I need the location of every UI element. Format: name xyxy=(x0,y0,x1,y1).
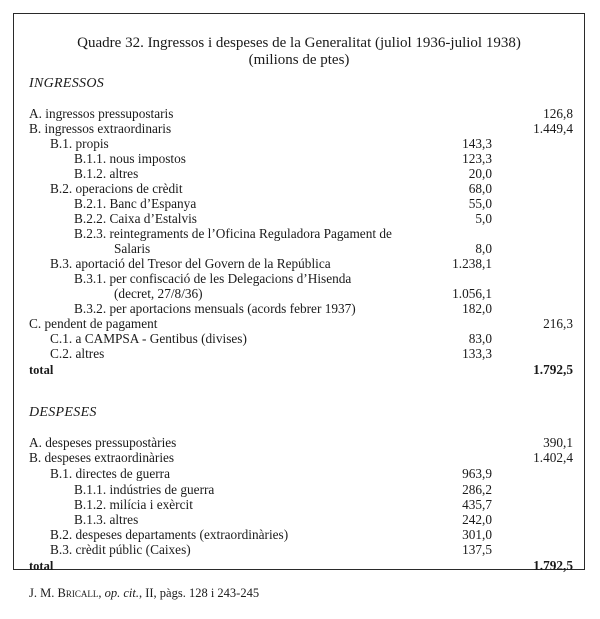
table-row xyxy=(0,226,600,242)
source-pages: , II, pàgs. 128 i 243-245 xyxy=(138,586,260,600)
table-row xyxy=(0,151,600,167)
table-row xyxy=(0,331,600,347)
row-subtotal-value: 68,0 xyxy=(468,181,492,196)
row-subtotal-value: 1.238,1 xyxy=(452,256,492,271)
row-label: B.1.1. nous impostos xyxy=(74,151,186,166)
row-label: B.3. aportació del Tresor del Govern de la República xyxy=(50,256,331,271)
row-label: B.1. directes de guerra xyxy=(50,466,170,481)
row-label: B.2.1. Banc d’Espanya xyxy=(74,196,197,211)
table-row xyxy=(0,211,600,227)
total-value: 1.792,5 xyxy=(533,558,573,573)
total-value: 1.792,5 xyxy=(533,362,573,377)
row-subtotal-value: 301,0 xyxy=(462,527,492,542)
row-subtotal-value: 143,3 xyxy=(462,136,492,151)
row-label: B.3.2. per aportacions mensuals (acords febrer 1937) xyxy=(74,301,356,316)
total-label: total xyxy=(29,363,54,377)
table-row xyxy=(0,286,600,302)
row-label: C.2. altres xyxy=(50,346,105,361)
table-row xyxy=(0,542,600,558)
table-row xyxy=(0,527,600,543)
row-subtotal-value: 963,9 xyxy=(462,466,492,481)
row-subtotal-value: 20,0 xyxy=(468,166,492,181)
table-row xyxy=(0,106,600,122)
row-label: B.1.1. indústries de guerra xyxy=(74,482,215,497)
table-row xyxy=(0,256,600,272)
row-label: B.3. crèdit públic (Caixes) xyxy=(50,542,191,557)
section-heading-despeses: DESPESES xyxy=(29,405,97,420)
row-label: B.2. despeses departaments (extraordinàries) xyxy=(50,527,289,542)
row-label: A. ingressos pressupostaris xyxy=(29,106,174,121)
table-row xyxy=(0,482,600,498)
row-subtotal-value: 8,0 xyxy=(475,241,492,256)
row-label: B.1.3. altres xyxy=(74,512,139,527)
row-label: (decret, 27/8/36) xyxy=(114,286,203,301)
total-label: total xyxy=(29,559,54,573)
row-label: A. despeses pressupostàries xyxy=(29,435,177,450)
table-row xyxy=(0,241,600,257)
table-row xyxy=(0,136,600,152)
row-total-value: 126,8 xyxy=(543,106,573,121)
row-label: B.1. propis xyxy=(50,136,109,151)
section-heading-ingressos: INGRESSOS xyxy=(29,76,105,91)
row-subtotal-value: 286,2 xyxy=(462,482,492,497)
source-citation: J. M. Bricall, op. cit., II, pàgs. 128 i 243-245 xyxy=(29,586,260,600)
row-total-value: 1.402,4 xyxy=(533,450,573,465)
table-row xyxy=(0,271,600,287)
row-label: C. pendent de pagament xyxy=(29,316,158,331)
row-label: C.1. a CAMPSA - Gentibus (divises) xyxy=(50,331,247,346)
row-label: B.2. operacions de crèdit xyxy=(50,181,183,196)
table-row-total xyxy=(0,558,600,574)
table-row xyxy=(0,512,600,528)
table-row xyxy=(0,301,600,317)
table-row xyxy=(0,450,600,466)
table-row xyxy=(0,196,600,212)
table-row xyxy=(0,497,600,513)
row-subtotal-value: 123,3 xyxy=(462,151,492,166)
row-subtotal-value: 182,0 xyxy=(462,301,492,316)
row-total-value: 216,3 xyxy=(543,316,573,331)
row-label: B.3.1. per confiscació de les Delegacions d’Hisenda xyxy=(74,271,352,286)
row-label: B.1.2. altres xyxy=(74,166,139,181)
table-row xyxy=(0,316,600,332)
source-work: op. cit. xyxy=(104,586,139,600)
row-total-value: 390,1 xyxy=(543,435,573,450)
table-title: Quadre 32. Ingressos i despeses de la Generalitat (juliol 1936-juliol 1938) xyxy=(77,35,521,51)
row-subtotal-value: 1.056,1 xyxy=(452,286,492,301)
table-row xyxy=(0,121,600,137)
row-subtotal-value: 137,5 xyxy=(462,542,492,557)
row-subtotal-value: 435,7 xyxy=(462,497,492,512)
table-row-total xyxy=(0,362,600,378)
row-subtotal-value: 242,0 xyxy=(462,512,492,527)
row-subtotal-value: 55,0 xyxy=(468,196,492,211)
row-label: B.1.2. milícia i exèrcit xyxy=(74,497,193,512)
table-row xyxy=(0,346,600,362)
table-row xyxy=(0,435,600,451)
row-label: Salaris xyxy=(114,241,151,256)
source-author: J. M. Bricall xyxy=(29,586,99,600)
table-row xyxy=(0,166,600,182)
row-subtotal-value: 133,3 xyxy=(462,346,492,361)
row-total-value: 1.449,4 xyxy=(533,121,573,136)
row-label: B. despeses extraordinàries xyxy=(29,450,175,465)
row-label: B. ingressos extraordinaris xyxy=(29,121,172,136)
row-subtotal-value: 83,0 xyxy=(468,331,492,346)
table-row xyxy=(0,181,600,197)
row-label: B.2.3. reintegraments de l’Oficina Reguladora Pagament de xyxy=(74,226,392,241)
row-label: B.2.2. Caixa d’Estalvis xyxy=(74,211,197,226)
row-subtotal-value: 5,0 xyxy=(475,211,492,226)
table-subtitle: (milions de ptes) xyxy=(248,52,350,68)
table-row xyxy=(0,466,600,482)
